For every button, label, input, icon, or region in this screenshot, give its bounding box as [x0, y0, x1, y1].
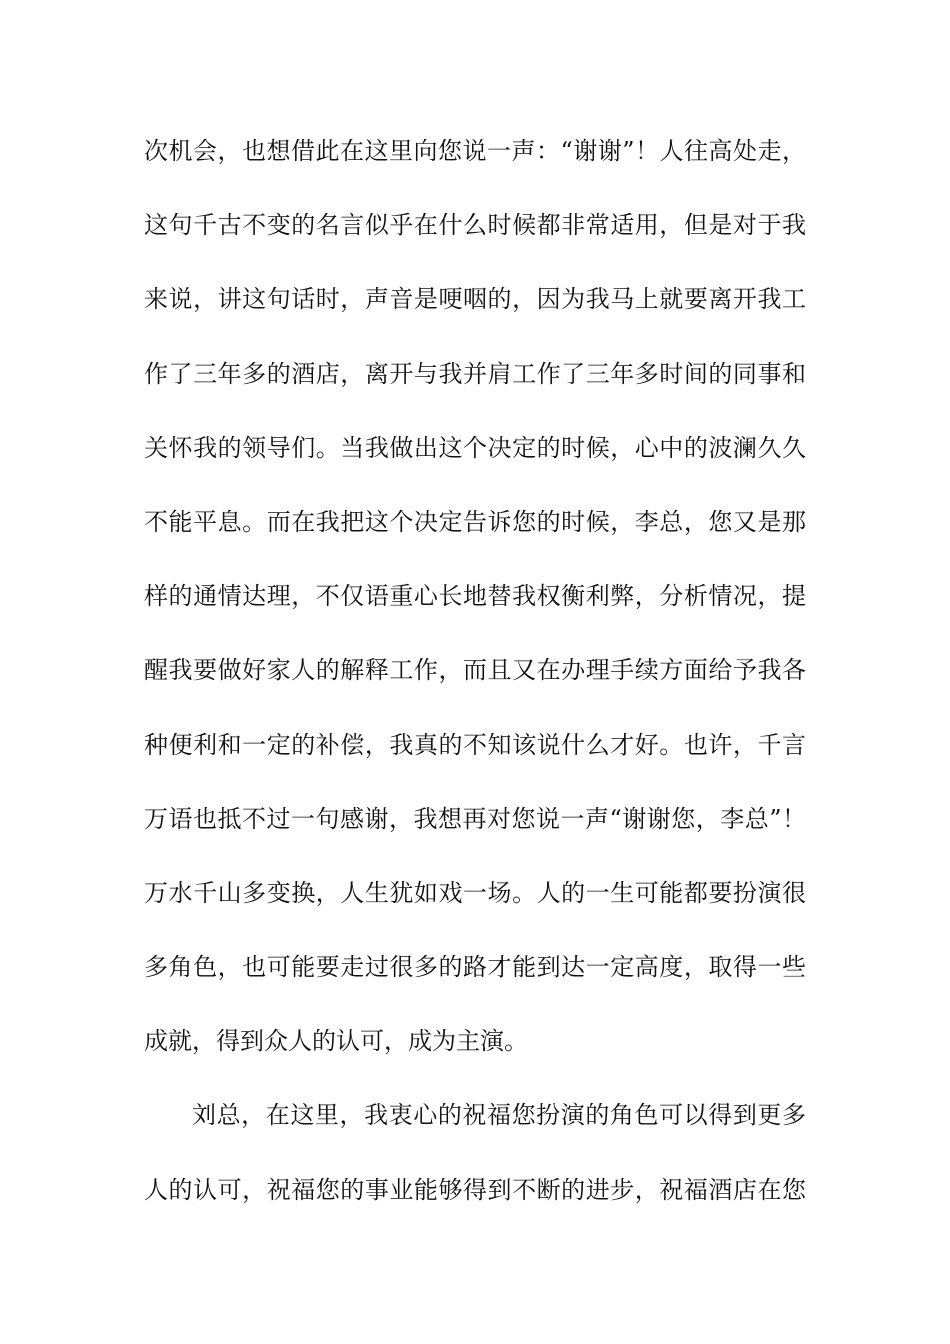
text-line: 不能平息。而在我把这个决定告诉您的时候，李总，您又是那 — [144, 507, 806, 536]
text-line: 人的认可，祝福您的事业能够得到不断的进步，祝福酒店在您 — [144, 1175, 806, 1204]
text-line: 来说，讲这句话时，声音是哽咽的，因为我马上就要离开我工 — [144, 285, 806, 314]
text-line: 样的通情达理，不仅语重心长地替我权衡利弊，分析情况，提 — [144, 582, 806, 611]
text-line-paragraph-start: 刘总，在这里，我衷心的祝福您扮演的角色可以得到更多 — [192, 1101, 806, 1130]
body-text — [144, 128, 806, 1241]
text-line: 万水千山多变换，人生犹如戏一场。人的一生可能都要扮演很 — [144, 878, 806, 907]
text-line: 多角色，也可能要走过很多的路才能到达一定高度，取得一些 — [144, 953, 806, 982]
text-line: 种便利和一定的补偿，我真的不知该说什么才好。也许，千言 — [144, 730, 806, 759]
text-line: 关怀我的领导们。当我做出这个决定的时候，心中的波澜久久 — [144, 433, 806, 462]
text-line: 万语也抵不过一句感谢，我想再对您说一声“谢谢您，李总”！ — [144, 804, 806, 833]
text-line-paragraph-end: 成就，得到众人的认可，成为主演。 — [144, 1027, 528, 1056]
text-line: 醒我要做好家人的解释工作，而且又在办理手续方面给予我各 — [144, 656, 806, 685]
text-line: 次机会，也想借此在这里向您说一声：“谢谢”！人往高处走， — [144, 137, 806, 165]
text-line: 作了三年多的酒店，离开与我并肩工作了三年多时间的同事和 — [144, 359, 806, 388]
text-line: 这句千古不变的名言似乎在什么时候都非常适用，但是对于我 — [144, 211, 806, 240]
